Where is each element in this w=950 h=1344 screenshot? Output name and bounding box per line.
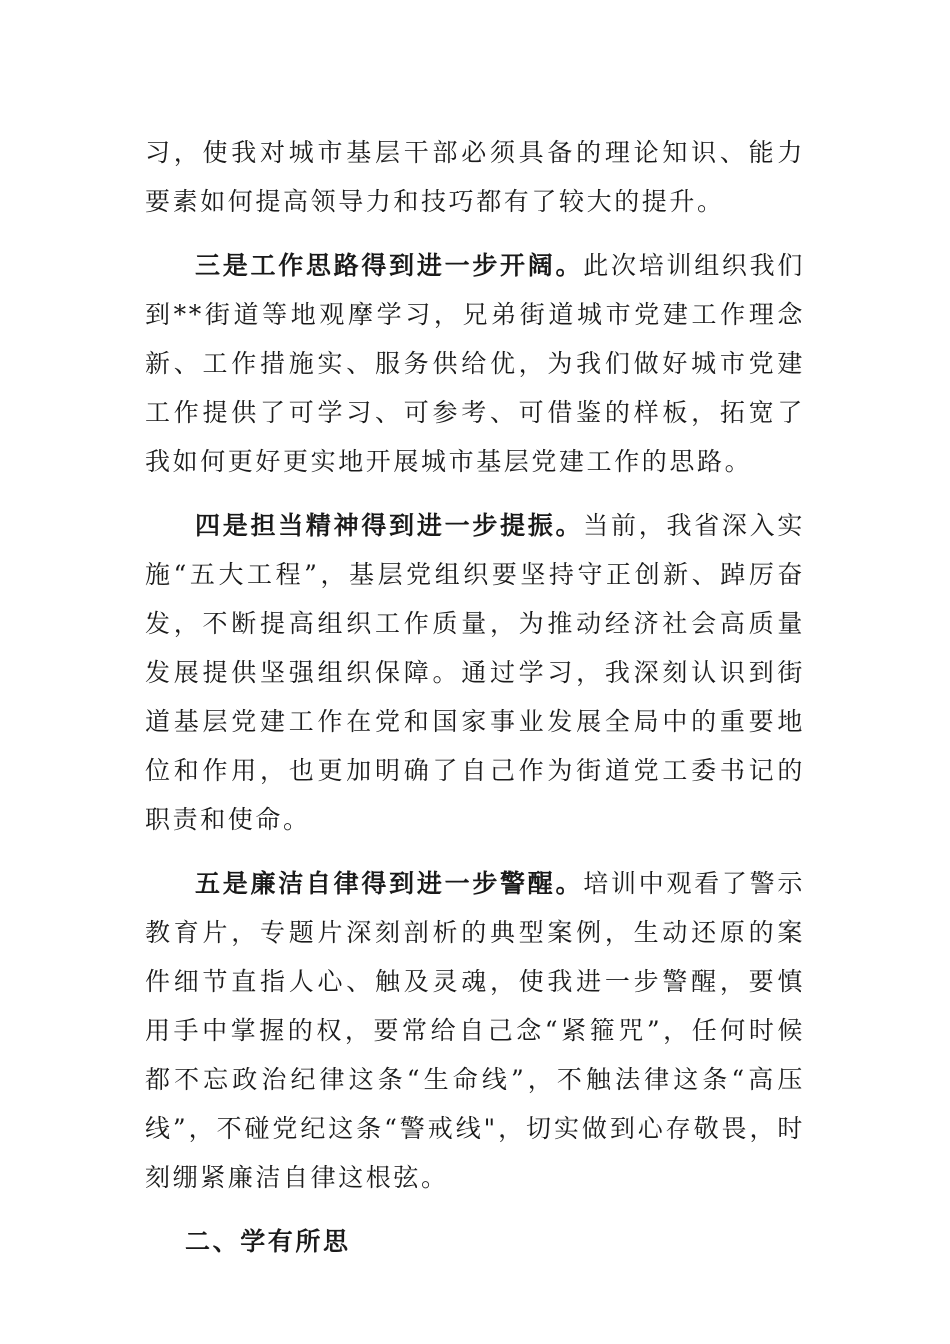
paragraph-lead: 五是廉洁自律得到进一步警醒。 bbox=[195, 869, 584, 898]
paragraph-lead: 四是担当精神得到进一步提振。 bbox=[195, 511, 584, 540]
continuation-paragraph: 习，使我对城市基层干部必须具备的理论知识、能力要素如何提高领导力和技巧都有了较大的提升。 bbox=[145, 138, 805, 216]
section-heading: 二、学有所思 bbox=[185, 1227, 351, 1256]
document-page bbox=[145, 128, 805, 1266]
paragraph-body: 当前，我省深入实施“五大工程”，基层党组织要坚持守正创新、踔厉奋发，不断提高组织工作质量，为推动经济社会高质量发展提供坚强组织保障。通过学习，我深刻认识到街道基层党建工作在党和国家事业发展全局中的重要地位和作用，也更加明确了自己作为街道党工委书记的职责和使命。 bbox=[145, 511, 805, 834]
paragraph-body: 培训中观看了警示教育片，专题片深刻剖析的典型案例，生动还原的案件细节直指人心、触及灵魂，使我进一步警醒，要慎用手中掌握的权，要常给自己念“紧箍咒”，任何时候都不忘政治纪律这条“生命线”，不触法律这条“高压线”，不碰党纪这条“警戒线"，切实做到心存敬畏，时刻绷紧廉洁自律这根弦。 bbox=[145, 869, 805, 1192]
paragraph-lead: 三是工作思路得到进一步开阔。 bbox=[195, 251, 584, 280]
paragraph-responsibility bbox=[145, 501, 805, 844]
paragraph-work-ideas bbox=[145, 241, 805, 486]
paragraph-integrity bbox=[145, 859, 805, 1202]
paragraph-body: 此次培训组织我们到**街道等地观摩学习，兄弟街道城市党建工作理念新、工作措施实、服务供给优，为我们做好城市党建工作提供了可学习、可参考、可借鉴的样板，拓宽了我如何更好更实地开展城市基层党建工作的思路。 bbox=[145, 251, 805, 476]
